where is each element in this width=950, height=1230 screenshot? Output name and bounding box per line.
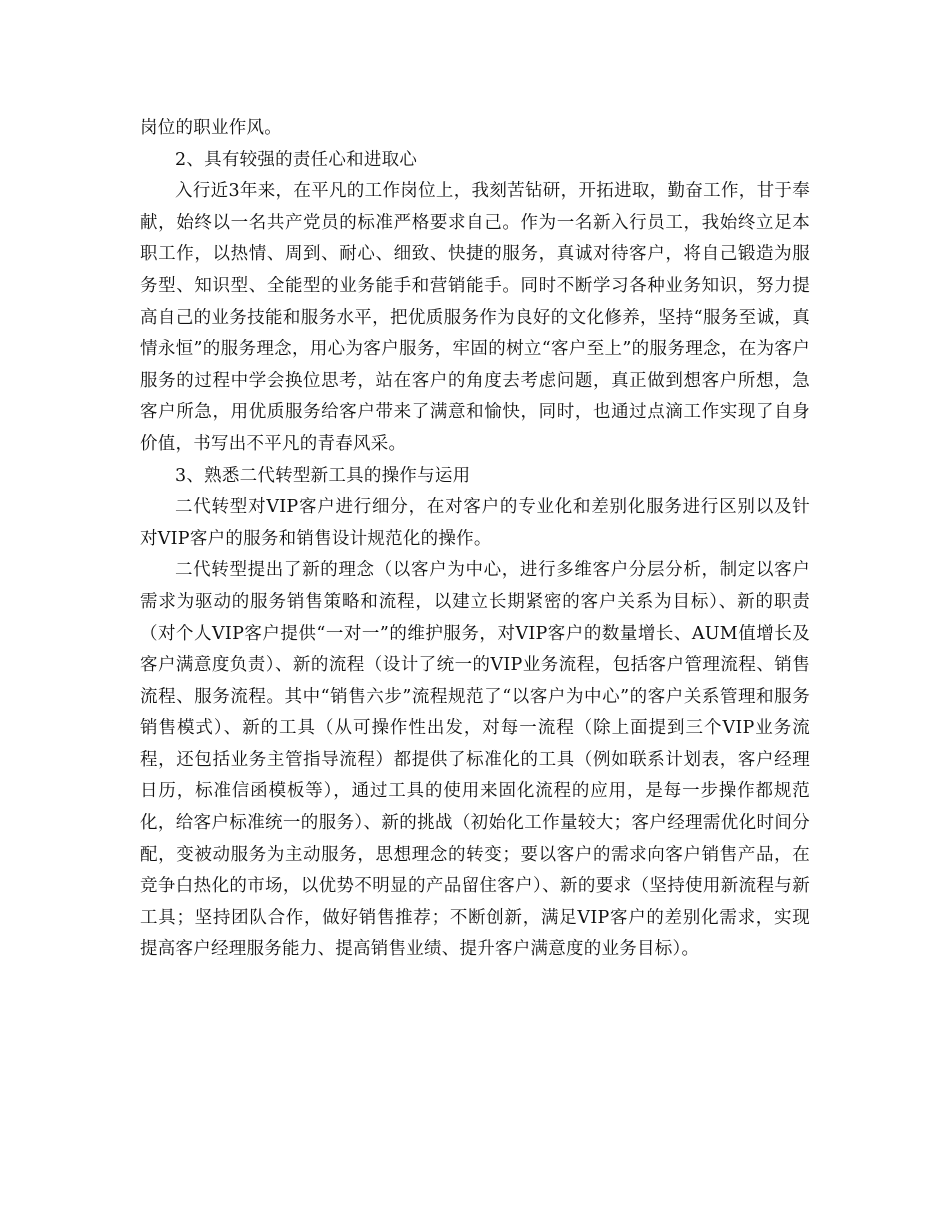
paragraph-responsibility-body: 入行近3年来，在平凡的工作岗位上，我刻苦钻研，开拓进取，勤奋工作，甘于奉献，始终以一名共产党员的标准严格要求自己。作为一名新入行员工，我始终立足本职工作，以热情、周到、耐心、细致、快捷的服务，真诚对待客户，将自己锻造为服务型、知识型、全能型的业务能手和营销能手。同时不断学习各种业务知识，努力提高自己的业务技能和服务水平，把优质服务作为良好的文化修养，坚持“服务至诚，真情永恒”的服务理念，用心为客户服务，牢固的树立“客户至上”的服务理念，在为客户服务的过程中学会换位思考，站在客户的角度去考虑问题，真正做到想客户所想，急客户所急，用优质服务给客户带来了满意和愉快，同时，也通过点滴工作实现了自身价值，书写出不平凡的青春风采。 <box>140 181 810 454</box>
paragraph-transformation-details: 二代转型提出了新的理念（以客户为中心，进行多维客户分层分析，制定以客户需求为驱动的服务销售策略和流程，以建立长期紧密的客户关系为目标）、新的职责（对个人VIP客户提供“一对一”的维护服务，对VIP客户的数量增长、AUM值增长及客户满意度负责）、新的流程（设计了统一的VIP业务流程，包括客户管理流程、销售流程、服务流程。其中“销售六步”流程规范了“以客户为中心”的客户关系管理和服务销售模式）、新的工具（从可操作性出发，对每一流程（除上面提到三个VIP业务流程，还包括业务主管指导流程）都提供了标准化的工具（例如联系计划表，客户经理日历，标准信函模板等），通过工具的使用来固化流程的应用，是每一步操作都规范化，给客户标准统一的服务）、新的挑战（初始化工作量较大；客户经理需优化时间分配，变被动服务为主动服务，思想理念的转变；要以客户的需求向客户销售产品，在竞争白热化的市场，以优势不明显的产品留住客户）、新的要求（坚持使用新流程与新工具；坚持团队合作，做好销售推荐；不断创新，满足VIP客户的差别化需求，实现提高客户经理服务能力、提高销售业绩、提升客户满意度的业务目标）。 <box>140 560 810 960</box>
paragraph-vip-segmentation: 二代转型对VIP客户进行细分，在对客户的专业化和差别化服务进行区别以及针对VIP客户的服务和销售设计规范化的操作。 <box>140 497 810 549</box>
section-heading-responsibility: 2、具有较强的责任心和进取心 <box>175 149 418 170</box>
document-body <box>140 113 810 966</box>
paragraph-continuation: 岗位的职业作风。 <box>140 118 282 138</box>
section-heading-transformation-tools: 3、熟悉二代转型新工具的操作与运用 <box>175 465 471 486</box>
